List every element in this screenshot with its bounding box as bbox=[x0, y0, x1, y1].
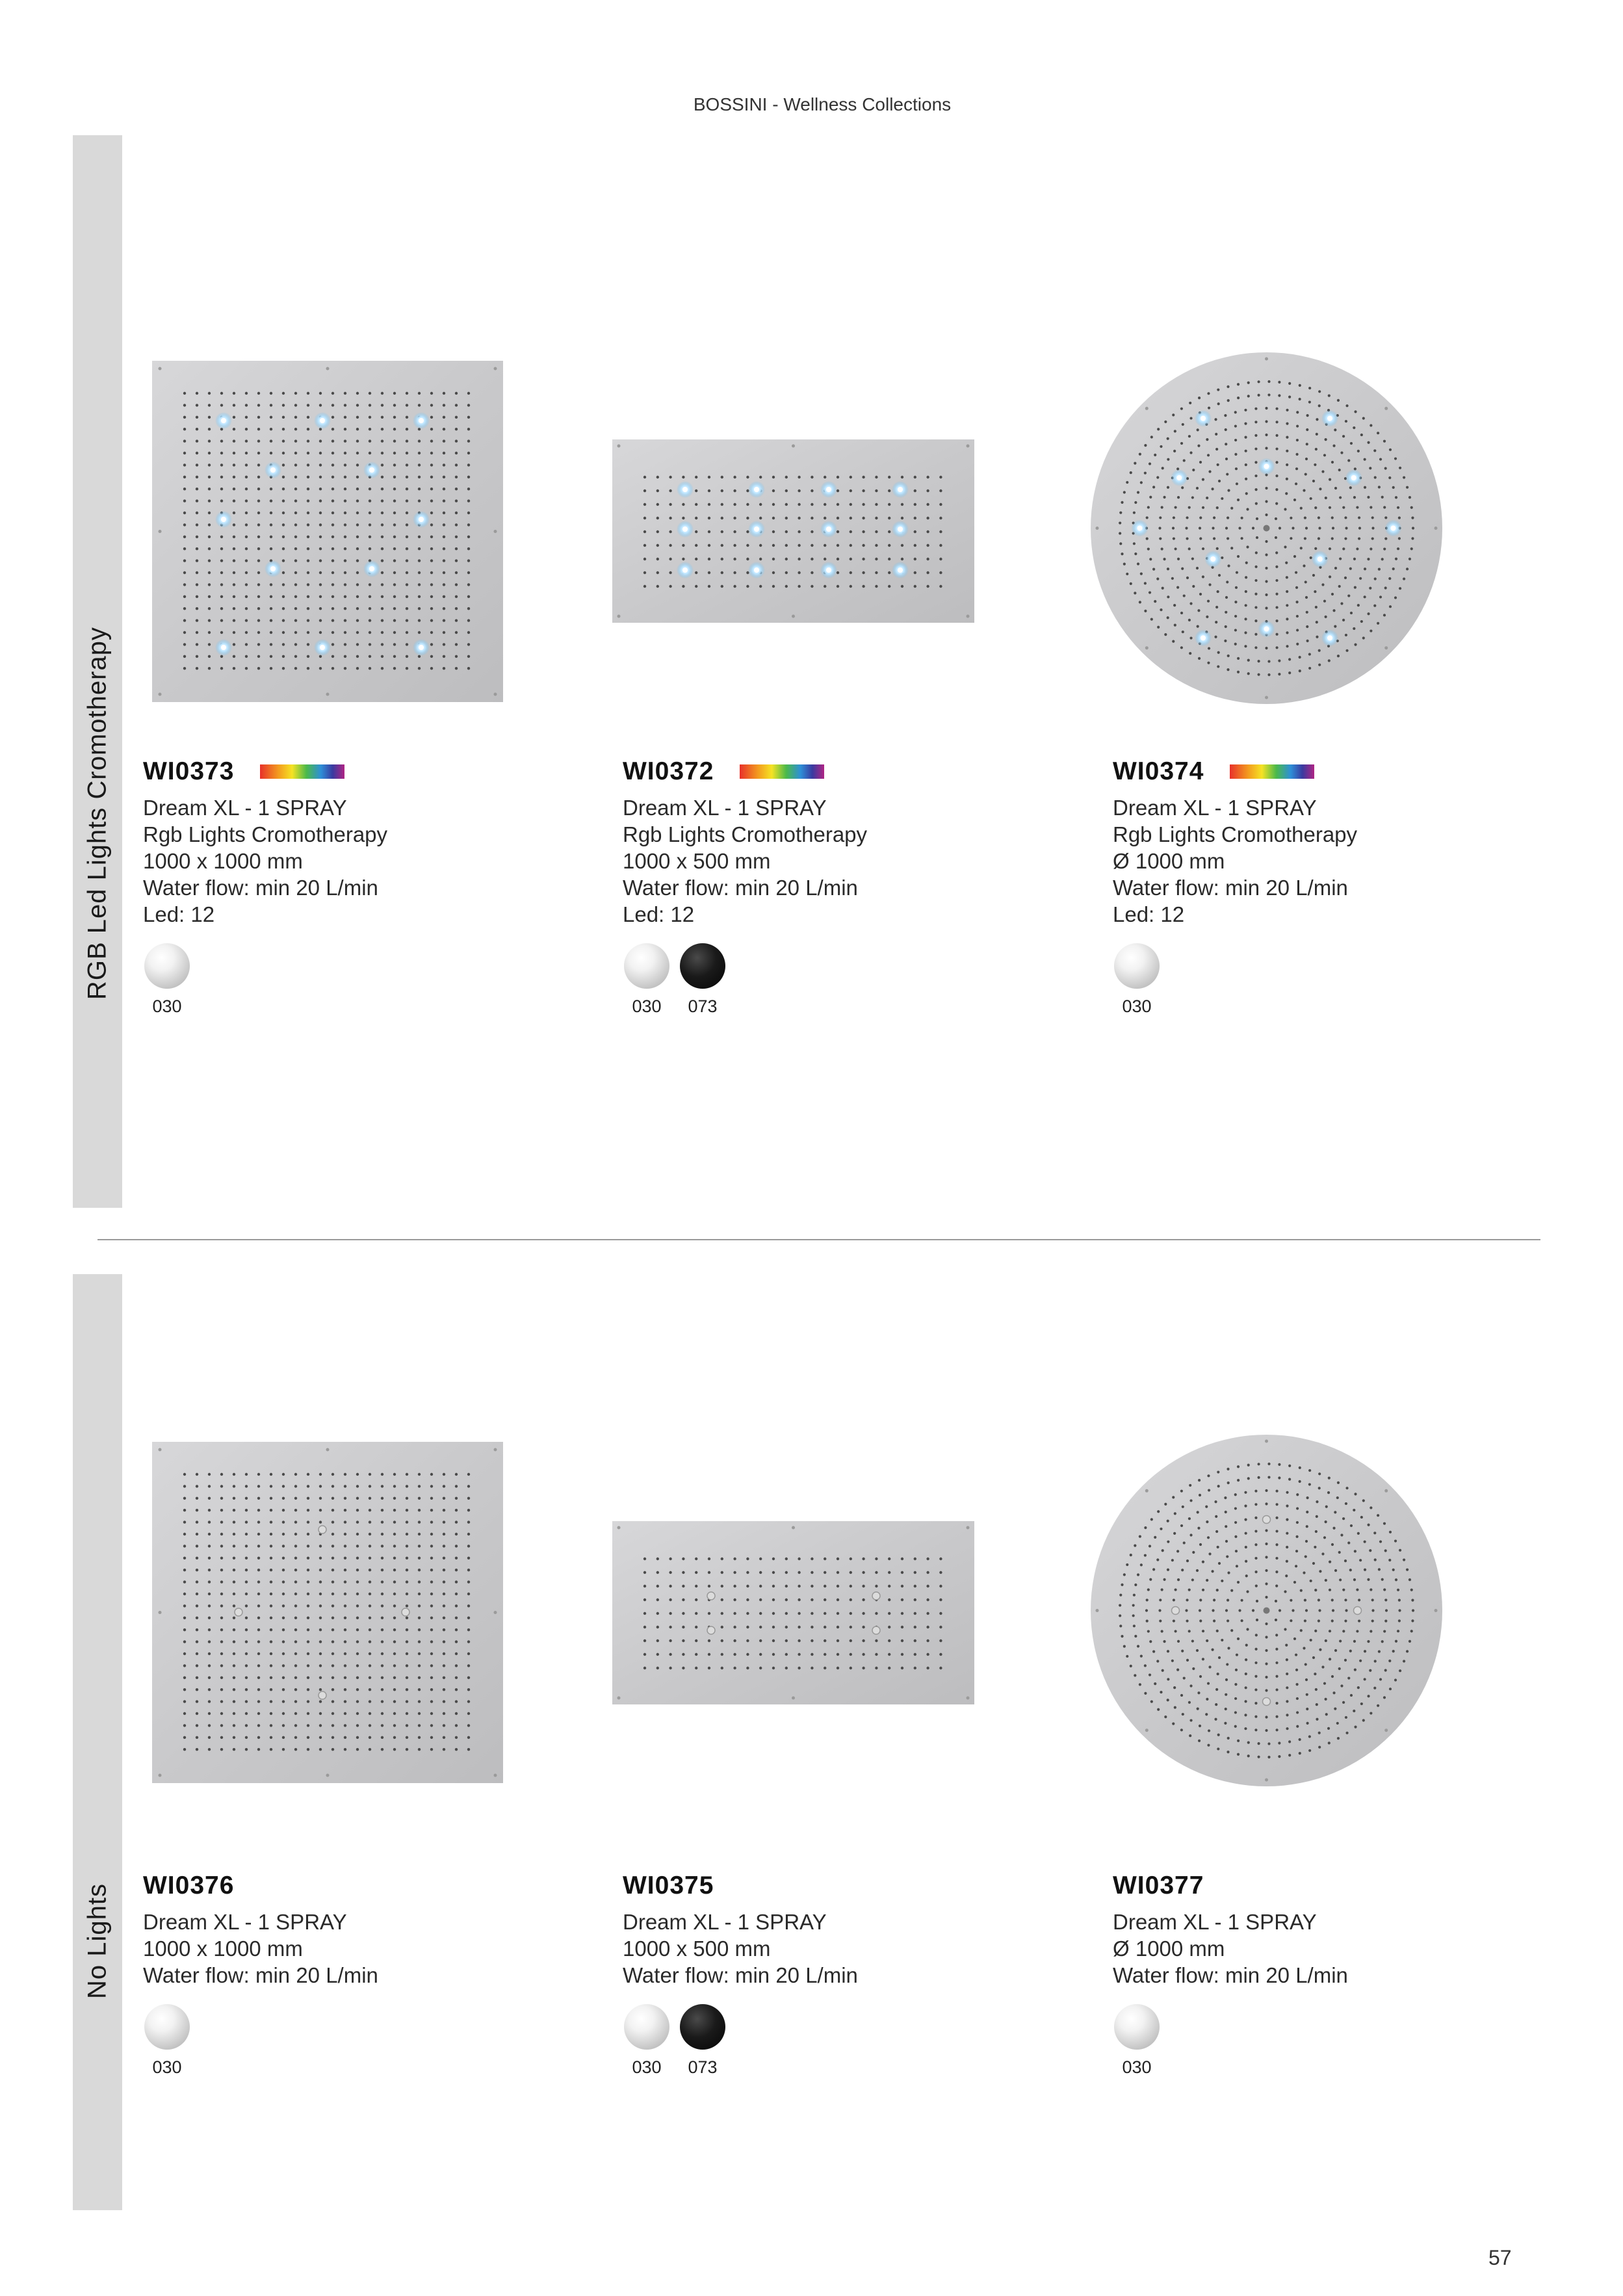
product-card bbox=[143, 755, 387, 1017]
product-code: WI0374 bbox=[1113, 757, 1204, 785]
finish-code: 030 bbox=[632, 997, 662, 1016]
product-spec-line: Rgb Lights Cromotherapy bbox=[1113, 822, 1358, 846]
page-number: 57 bbox=[1488, 2246, 1512, 2269]
finish-code: 030 bbox=[152, 2057, 182, 2077]
product-spec-line: Water flow: min 20 L/min bbox=[143, 876, 378, 900]
section-title: RGB Led Lights Cromotherapy bbox=[83, 627, 112, 1000]
product-spec-line: Water flow: min 20 L/min bbox=[623, 876, 858, 900]
finish-option bbox=[143, 2004, 191, 2078]
shower-head-round-image bbox=[1089, 351, 1444, 705]
shower-head-square-image bbox=[152, 1442, 503, 1783]
product-spec-line: Water flow: min 20 L/min bbox=[1113, 876, 1348, 900]
rgb-spectrum-icon bbox=[740, 764, 824, 779]
product-spec-line: Ø 1000 mm bbox=[1113, 849, 1225, 873]
shower-head-rect-image bbox=[612, 1521, 974, 1704]
shower-head-round-image bbox=[1089, 1433, 1444, 1788]
finish-code: 030 bbox=[152, 997, 182, 1016]
product-card bbox=[623, 1870, 858, 2078]
finish-code: 030 bbox=[1122, 997, 1152, 1016]
product-spec-line: 1000 x 1000 mm bbox=[143, 849, 303, 873]
product-spec-line: Water flow: min 20 L/min bbox=[1113, 1963, 1348, 1987]
product-spec-line: Rgb Lights Cromotherapy bbox=[143, 822, 388, 846]
finish-code: 030 bbox=[632, 2057, 662, 2077]
product-spec-line: 1000 x 500 mm bbox=[623, 1937, 771, 1961]
product-spec-line: Rgb Lights Cromotherapy bbox=[623, 822, 868, 846]
finish-code: 073 bbox=[688, 2057, 718, 2077]
product-spec-line: Led: 12 bbox=[143, 902, 215, 926]
product-spec-line: Dream XL - 1 SPRAY bbox=[143, 1910, 347, 1934]
black-finish-swatch bbox=[680, 943, 725, 989]
product-spec-line: Led: 12 bbox=[623, 902, 695, 926]
product-code: WI0372 bbox=[623, 757, 714, 785]
finish-option bbox=[143, 943, 191, 1017]
finish-option bbox=[1113, 943, 1161, 1017]
product-spec-line: Led: 12 bbox=[1113, 902, 1185, 926]
product-card bbox=[623, 755, 867, 1017]
chrome-finish-swatch bbox=[624, 943, 669, 989]
product-card bbox=[143, 1870, 378, 2078]
finish-option bbox=[623, 2004, 671, 2078]
finish-option bbox=[623, 943, 671, 1017]
product-spec-line: Dream XL - 1 SPRAY bbox=[623, 796, 827, 820]
product-spec-line: Water flow: min 20 L/min bbox=[623, 1963, 858, 1987]
finish-option bbox=[1113, 2004, 1161, 2078]
product-card bbox=[1113, 1870, 1348, 2078]
chrome-finish-swatch bbox=[144, 943, 190, 989]
rgb-spectrum-icon bbox=[260, 764, 344, 779]
rgb-spectrum-icon bbox=[1230, 764, 1314, 779]
chrome-finish-swatch bbox=[144, 2004, 190, 2050]
section-title: No Lights bbox=[83, 1883, 112, 1999]
product-code: WI0377 bbox=[1113, 1872, 1204, 1899]
finish-code: 030 bbox=[1122, 2057, 1152, 2077]
product-spec-line: Dream XL - 1 SPRAY bbox=[143, 796, 347, 820]
product-spec-line: Water flow: min 20 L/min bbox=[143, 1963, 378, 1987]
finish-code: 073 bbox=[688, 997, 718, 1016]
chrome-finish-swatch bbox=[1114, 2004, 1160, 2050]
product-card bbox=[1113, 755, 1357, 1017]
shower-head-square-image bbox=[152, 361, 503, 702]
section-divider bbox=[97, 1239, 1540, 1240]
product-code: WI0376 bbox=[143, 1872, 235, 1899]
finish-option bbox=[679, 943, 727, 1017]
black-finish-swatch bbox=[680, 2004, 725, 2050]
shower-head-rect-image bbox=[612, 439, 974, 623]
chrome-finish-swatch bbox=[624, 2004, 669, 2050]
section-tab-rgb bbox=[73, 135, 122, 1208]
product-spec-line: Dream XL - 1 SPRAY bbox=[1113, 1910, 1317, 1934]
chrome-finish-swatch bbox=[1114, 943, 1160, 989]
product-spec-line: Dream XL - 1 SPRAY bbox=[623, 1910, 827, 1934]
product-spec-line: Dream XL - 1 SPRAY bbox=[1113, 796, 1317, 820]
finish-option bbox=[679, 2004, 727, 2078]
product-spec-line: 1000 x 1000 mm bbox=[143, 1937, 303, 1961]
product-spec-line: 1000 x 500 mm bbox=[623, 849, 771, 873]
section-tab-no-lights bbox=[73, 1274, 122, 2210]
product-spec-line: Ø 1000 mm bbox=[1113, 1937, 1225, 1961]
product-code: WI0375 bbox=[623, 1872, 714, 1899]
product-code: WI0373 bbox=[143, 757, 235, 785]
page-header: BOSSINI - Wellness Collections bbox=[693, 94, 952, 114]
